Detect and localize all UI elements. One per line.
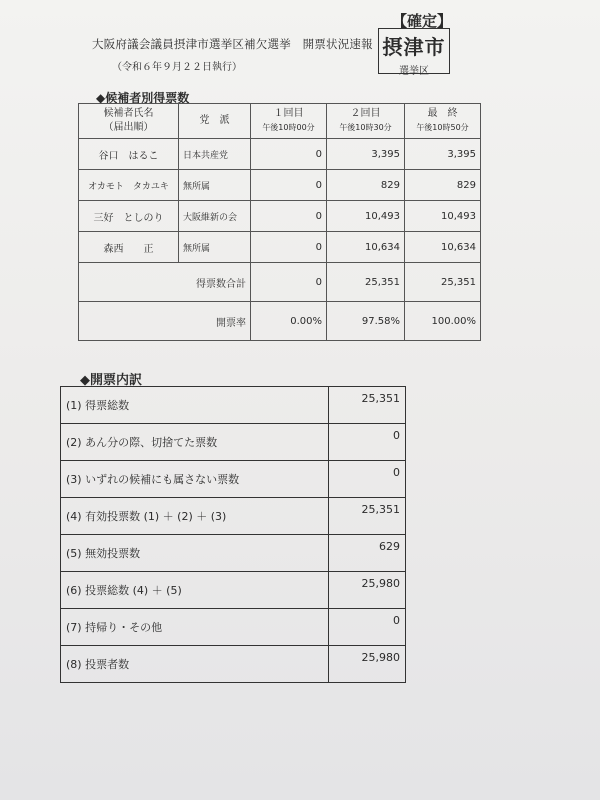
header-round2-label: ２回目 — [350, 108, 381, 119]
table-row — [79, 139, 481, 170]
header-name — [79, 104, 179, 139]
breakdown-value: 25,351 — [329, 387, 406, 424]
breakdown-label: (4) 有効投票数 (1) ＋ (2) ＋ (3) — [61, 498, 329, 535]
breakdown-value: 0 — [329, 461, 406, 498]
city-name: 摂津市 — [382, 35, 446, 59]
count-breakdown-table — [60, 386, 406, 683]
table-row — [79, 232, 481, 263]
votes-final: 10,634 — [405, 232, 481, 263]
candidate-party: 日本共産党 — [179, 139, 251, 170]
total-final: 25,351 — [405, 263, 481, 302]
header-party: 党 派 — [179, 104, 251, 139]
election-date: （令和６年９月２２日執行） — [112, 62, 242, 73]
breakdown-value: 25,980 — [329, 646, 406, 683]
votes-final: 10,493 — [405, 201, 481, 232]
breakdown-label: (5) 無効投票数 — [61, 535, 329, 572]
header-final-time: 午後10時50分 — [416, 123, 469, 132]
total-label: 得票数合計 — [79, 263, 251, 302]
votes-round2: 10,634 — [327, 232, 405, 263]
count-rate-label: 開票率 — [79, 302, 251, 341]
candidate-name: 谷口 はるこ — [79, 139, 179, 170]
candidate-party: 無所属 — [179, 170, 251, 201]
list-item — [61, 498, 406, 535]
list-item — [61, 609, 406, 646]
district-label: 選挙区 — [399, 66, 429, 77]
votes-round1: 0 — [251, 170, 327, 201]
total-round1: 0 — [251, 263, 327, 302]
header-name-label: 候補者氏名 — [103, 108, 154, 119]
candidate-name: 三好 としのり — [79, 201, 179, 232]
breakdown-value: 0 — [329, 609, 406, 646]
candidate-votes-title: ◆候補者別得票数 — [96, 91, 190, 105]
count-rate-final: 100.00% — [405, 302, 481, 341]
breakdown-value: 0 — [329, 424, 406, 461]
breakdown-value: 629 — [329, 535, 406, 572]
list-item — [61, 461, 406, 498]
confirmed-label: 【確定】 — [392, 12, 453, 30]
header-final-label: 最 終 — [427, 108, 458, 119]
candidate-votes-table — [78, 103, 481, 341]
list-item — [61, 572, 406, 609]
candidate-party: 大阪維新の会 — [179, 201, 251, 232]
count-rate-row — [79, 302, 481, 341]
votes-round2: 10,493 — [327, 201, 405, 232]
votes-round1: 0 — [251, 201, 327, 232]
votes-final: 829 — [405, 170, 481, 201]
votes-round1: 0 — [251, 232, 327, 263]
breakdown-label: (8) 投票者数 — [61, 646, 329, 683]
header-round1-label: １回目 — [273, 108, 304, 119]
breakdown-label: (1) 得票総数 — [61, 387, 329, 424]
city-stamp-box — [378, 28, 450, 77]
breakdown-value: 25,351 — [329, 498, 406, 535]
breakdown-label: (3) いずれの候補にも属さない票数 — [61, 461, 329, 498]
header-round1-time: 午後10時00分 — [262, 123, 315, 132]
votes-final: 3,395 — [405, 139, 481, 170]
table-row — [79, 170, 481, 201]
total-row — [79, 263, 481, 302]
candidate-name: オカモト タカユキ — [79, 170, 179, 201]
list-item — [61, 387, 406, 424]
candidate-party: 無所属 — [179, 232, 251, 263]
document-title: 大阪府議会議員摂津市選挙区補欠選挙 開票状況速報 — [92, 37, 373, 51]
header-round2-time: 午後10時30分 — [339, 123, 392, 132]
total-round2: 25,351 — [327, 263, 405, 302]
breakdown-value: 25,980 — [329, 572, 406, 609]
header-round2 — [327, 104, 405, 139]
count-breakdown-title: ◆開票内訳 — [80, 373, 142, 388]
header-order-label: （届出順） — [103, 122, 154, 133]
votes-round2: 3,395 — [327, 139, 405, 170]
breakdown-label: (6) 投票総数 (4) ＋ (5) — [61, 572, 329, 609]
count-rate-round2: 97.58% — [327, 302, 405, 341]
votes-round1: 0 — [251, 139, 327, 170]
header-final — [405, 104, 481, 139]
breakdown-label: (7) 持帰り・その他 — [61, 609, 329, 646]
header-round1 — [251, 104, 327, 139]
list-item — [61, 646, 406, 683]
votes-round2: 829 — [327, 170, 405, 201]
table-header-row — [79, 104, 481, 139]
list-item — [61, 424, 406, 461]
count-rate-round1: 0.00% — [251, 302, 327, 341]
breakdown-label: (2) あん分の際、切捨てた票数 — [61, 424, 329, 461]
table-row — [79, 201, 481, 232]
list-item — [61, 535, 406, 572]
candidate-name: 森西 正 — [79, 232, 179, 263]
